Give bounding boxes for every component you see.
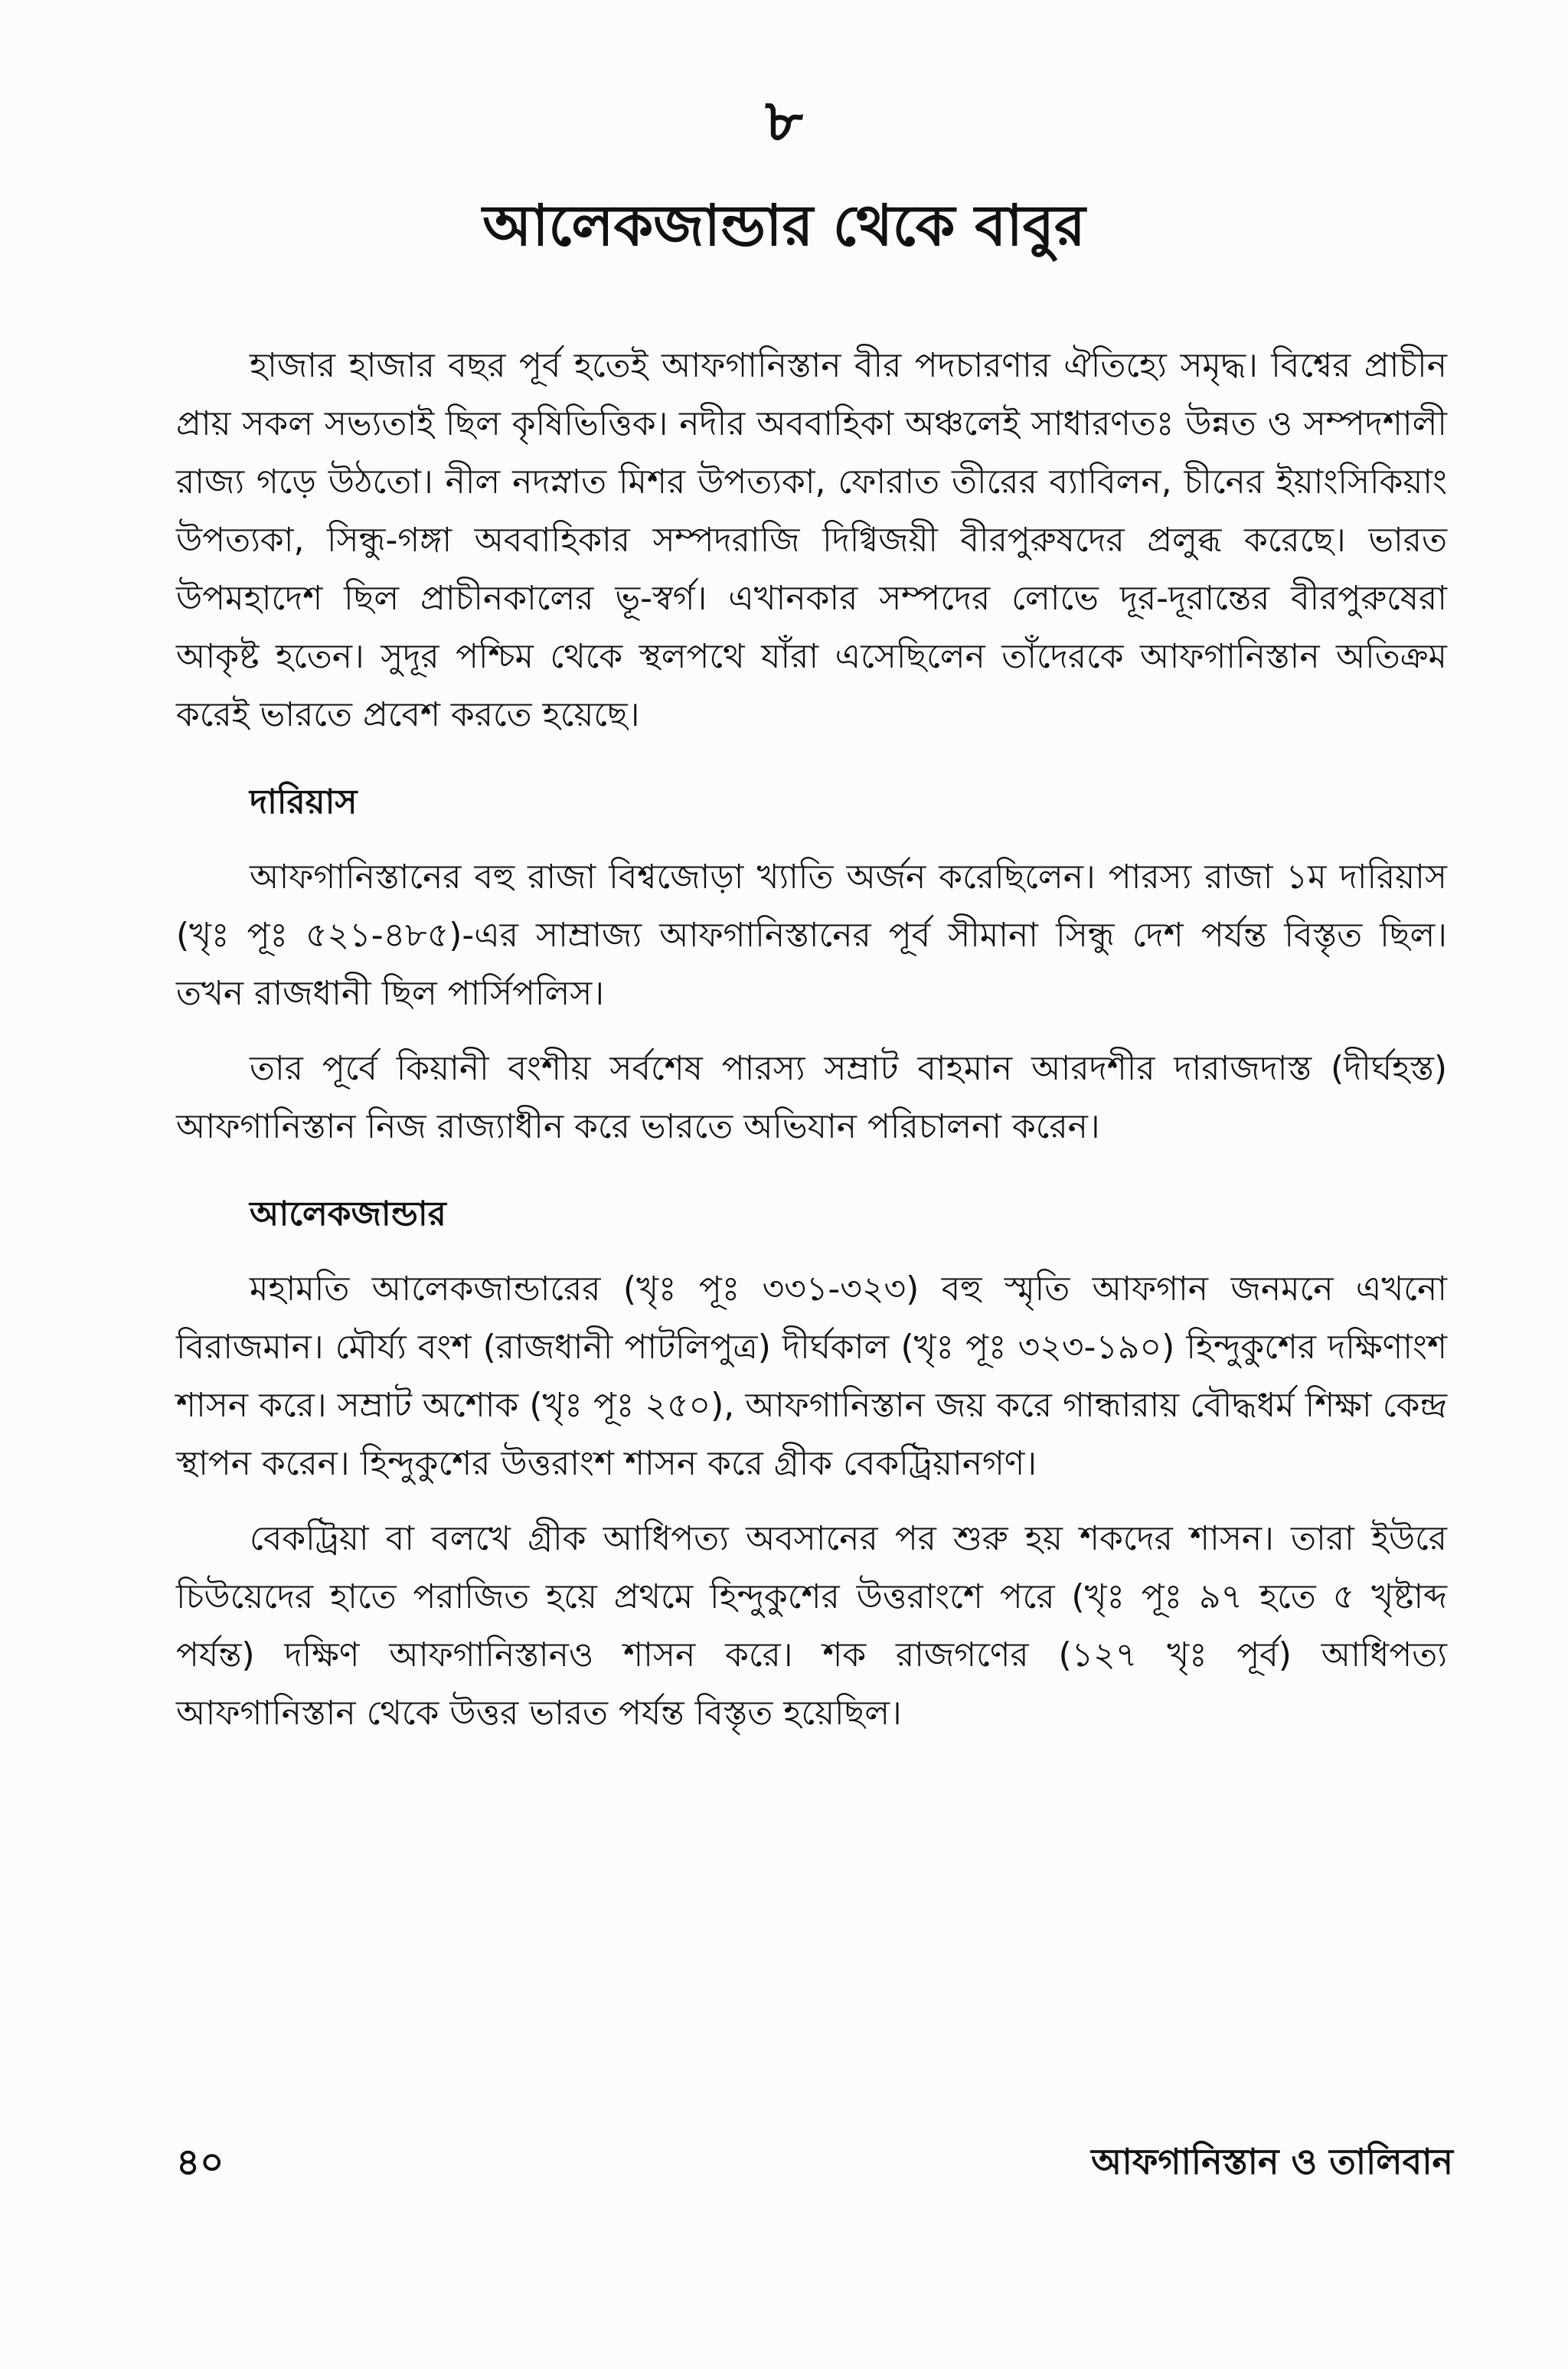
- chapter-number: ৮: [765, 87, 803, 155]
- page-number: ৪০: [176, 2141, 224, 2184]
- chapter-title: আলেকজান্ডার থেকে বাবুর: [482, 193, 1086, 259]
- darius-paragraph-2: তার পূর্বে কিয়ানী বংশীয় সর্বশেষ পারস্য সম্রাট বাহমান আরদশীর দারাজদাস্ত (দীর্ঘহস্ত) আফগানিস্তান নিজ রাজ্যাধীন করে ভারতে অভিযান পরিচালনা করেন।: [176, 1049, 1447, 1146]
- section-heading-darius: দারিয়াস: [250, 783, 358, 822]
- darius-paragraph-1: আফগানিস্তানের বহু রাজা বিশ্বজোড়া খ্যাতি অর্জন করেছিলেন। পারস্য রাজা ১ম দারিয়াস (খৃঃ পূঃ ৫২১-৪৮৫)-এর সাম্রাজ্য আফগানিস্তানের পূর্ব সীমানা সিন্ধু দেশ পর্যন্ত বিস্তৃত ছিল। তখন রাজধানী ছিল পার্সিপলিস।: [176, 858, 1447, 1013]
- intro-paragraph: হাজার হাজার বছর পূর্ব হতেই আফগানিস্তান বীর পদচারণার ঐতিহ্যে সমৃদ্ধ। বিশ্বের প্রাচীন প্রায় সকল সভ্যতাই ছিল কৃষিভিত্তিক। নদীর অববাহিকা অঞ্চলেই সাধারণতঃ উন্নত ও সম্পদশালী রাজ্য গড়ে উঠতো। নীল নদস্নাত মিশর উপত্যকা, ফোরাত তীরের ব্যাবিলন, চীনের ইয়াংসিকিয়াং উপত্যকা, সিন্ধু-গঙ্গা অববাহিকার সম্পদরাজি দিগ্বিজয়ী বীরপুরুষদের প্রলুব্ধ করেছে। ভারত উপমহাদেশ ছিল প্রাচীনকালের ভূ-স্বর্গ। এখানকার সম্পদের লোভে দূর-দূরান্তের বীরপুরুষেরা আকৃষ্ট হতেন। সুদূর পশ্চিম থেকে স্থলপথে যাঁরা এসেছিলেন তাঁদেরকে আফগানিস্তান অতিক্রম করেই ভারতে প্রবেশ করতে হয়েছে।: [176, 346, 1447, 734]
- section-heading-alexander: আলেকজান্ডার: [250, 1194, 446, 1234]
- running-footer-book-title: আফগানিস্তান ও তালিবান: [1091, 2141, 1453, 2182]
- alexander-paragraph-1: মহামতি আলেকজান্ডারের (খৃঃ পূঃ ৩৩১-৩২৩) বহু স্মৃতি আফগান জনমনে এখনো বিরাজমান। মৌর্য্য বংশ (রাজধানী পাটলিপুত্র) দীর্ঘকাল (খৃঃ পূঃ ৩২৩-১৯০) হিন্দুকুশের দক্ষিণাংশ শাসন করে। সম্রাট অশোক (খৃঃ পূঃ ২৫০), আফগানিস্তান জয় করে গান্ধারায় বৌদ্ধধর্ম শিক্ষা কেন্দ্র স্থাপন করেন। হিন্দুকুশের উত্তরাংশ শাসন করে গ্রীক বেকট্রিয়ানগণ।: [176, 1269, 1447, 1483]
- chapter-body: [176, 337, 1447, 1743]
- alexander-paragraph-2: বেকট্রিয়া বা বলখে গ্রীক আধিপত্য অবসানের পর শুরু হয় শকদের শাসন। তারা ইউরে চিউয়েদের হাতে পরাজিত হয়ে প্রথমে হিন্দুকুশের উত্তরাংশে পরে (খৃঃ পূঃ ৯৭ হতে ৫ খৃষ্টাব্দ পর্যন্ত) দক্ষিণ আফগানিস্তানও শাসন করে। শক রাজগণের (১২৭ খৃঃ পূর্ব) আধিপত্য আফগানিস্তান থেকে উত্তর ভারত পর্যন্ত বিস্তৃত হয়েছিল।: [176, 1519, 1447, 1733]
